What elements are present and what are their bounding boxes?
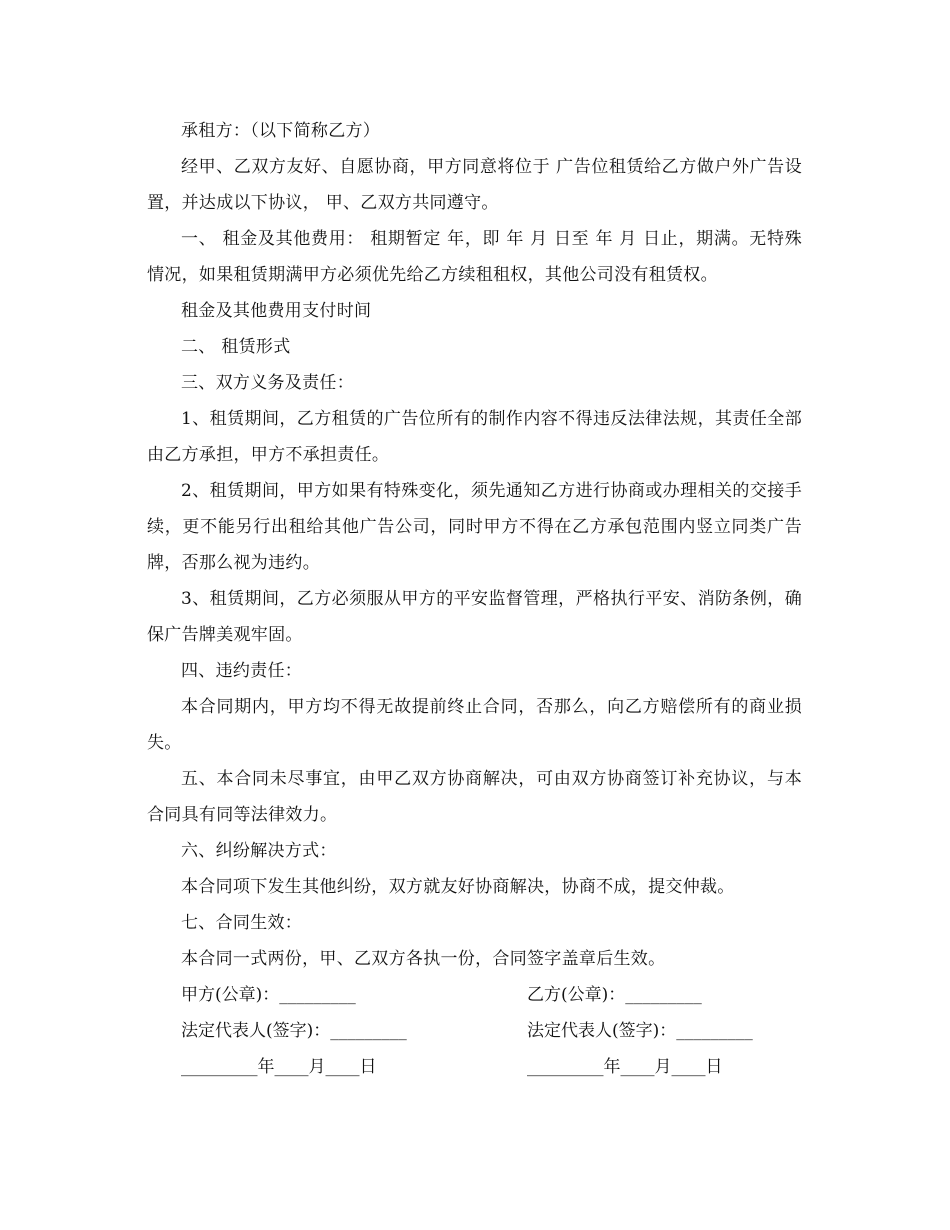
clause-7-heading: 七、合同生效： (181, 913, 303, 933)
clause-3-item-3: 3、租赁期间，乙方必须服从甲方的平安监督管理，严格执行平安、消防条例，确保广告牌美观牢固。 (147, 589, 802, 645)
party-b-seal: 乙方(公章)：_________ (527, 985, 702, 1005)
clause-5-text: 五、本合同未尽事宜，由甲乙双方协商解决，可由双方协商签订补充协议，与本合同具有同等法律效力。 (147, 769, 802, 825)
payment-time: 租金及其他费用支付时间 (181, 301, 372, 321)
seal-row (147, 977, 802, 1013)
contract-body (147, 113, 802, 1085)
clause-2-heading: 二、 租赁形式 (181, 337, 291, 357)
lessee-line: 承租方：（以下简称乙方） (181, 121, 381, 141)
clause-3-item-1: 1、租赁期间，乙方租赁的广告位所有的制作内容不得违反法律法规，其责任全部由乙方承担，甲方不承担责任。 (147, 409, 802, 465)
representative-row (147, 1013, 802, 1049)
date-row (147, 1049, 802, 1085)
party-b-representative: 法定代表人(签字)：_________ (527, 1021, 753, 1041)
agreement-intro: 经甲、乙双方友好、自愿协商，甲方同意将位于 广告位租赁给乙方做户外广告设置，并达成以下协议， 甲、乙双方共同遵守。 (147, 157, 802, 213)
clause-4-text: 本合同期内，甲方均不得无故提前终止合同，否那么，向乙方赔偿所有的商业损失。 (147, 697, 802, 753)
clause-4-heading: 四、违约责任： (181, 661, 303, 681)
party-a-date: _________年____月____日 (181, 1057, 377, 1077)
clause-3-heading: 三、双方义务及责任： (181, 373, 354, 393)
clause-6-heading: 六、纠纷解决方式： (181, 841, 337, 861)
clause-7-text: 本合同一式两份，甲、乙双方各执一份，合同签字盖章后生效。 (181, 949, 666, 969)
clause-6-text: 本合同项下发生其他纠纷，双方就友好协商解决，协商不成，提交仲裁。 (181, 877, 735, 897)
party-b-date: _________年____月____日 (527, 1057, 723, 1077)
clause-3-item-2: 2、租赁期间，甲方如果有特殊变化，须先通知乙方进行协商或办理相关的交接手续，更不能另行出租给其他广告公司，同时甲方不得在乙方承包范围内竖立同类广告牌，否那么视为违约。 (147, 481, 802, 573)
party-a-seal: 甲方(公章)：_________ (181, 985, 356, 1005)
party-a-representative: 法定代表人(签字)：_________ (181, 1021, 407, 1041)
clause-1-rent: 一、 租金及其他费用： 租期暂定 年，即 年 月 日至 年 月 日止，期满。无特殊情况，如果租赁期满甲方必须优先给乙方续租租权，其他公司没有租赁权。 (147, 229, 802, 285)
